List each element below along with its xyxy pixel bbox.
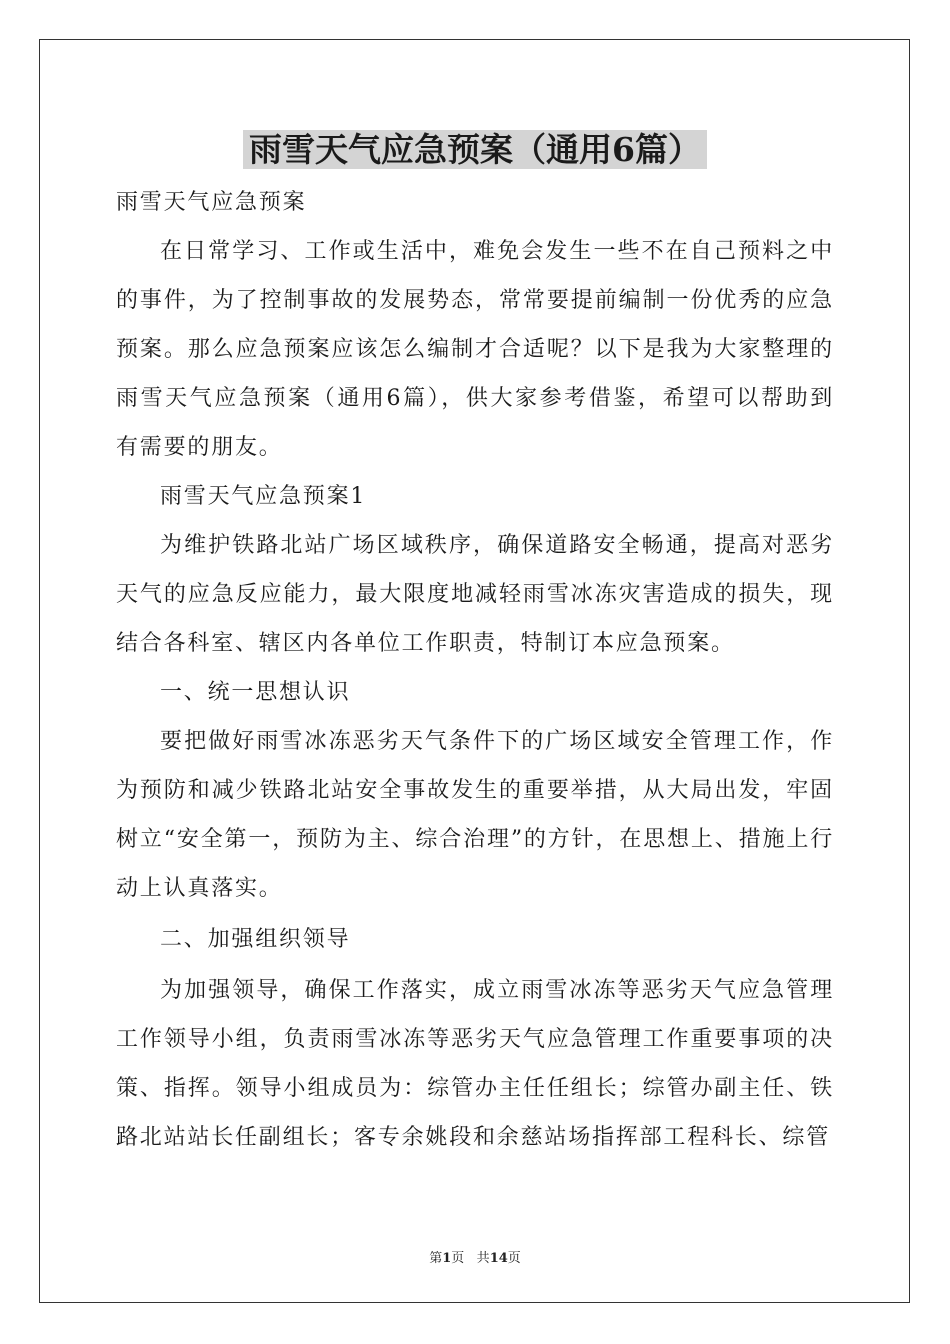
- document-body: [116, 178, 834, 1162]
- paragraph-section-1: 要把做好雨雪冰冻恶劣天气条件下的广场区域安全管理工作，作为预防和减少铁路北站安全事故发生的重要举措，从大局出发，牢固树立“安全第一，预防为主、综合治理”的方针，在思想上、措施上行动上认真落实。: [116, 729, 834, 901]
- page-footer: [0, 1247, 950, 1266]
- section-heading-plan-1: 雨雪天气应急预案1: [160, 484, 367, 509]
- document-title: [0, 128, 950, 172]
- paragraph-intro: 在日常学习、工作或生活中，难免会发生一些不在自己预料之中的事件，为了控制事故的发展势态，常常要提前编制一份优秀的应急预案。那么应急预案应该怎么编制才合适呢？以下是我为大家整理的雨雪天气应急预案（通用6篇），供大家参考借鉴，希望可以帮助到有需要的朋友。: [116, 239, 834, 460]
- paragraph-purpose: 为维护铁路北站广场区域秩序，确保道路安全畅通，提高对恶劣天气的应急反应能力，最大限度地减轻雨雪冰冻灾害造成的损失，现结合各科室、辖区内各单位工作职责，特制订本应急预案。: [116, 533, 834, 656]
- section-heading-2: 二、加强组织领导: [160, 927, 351, 952]
- footer-total-suffix: 页: [507, 1251, 521, 1266]
- section-heading-1: 一、统一思想认识: [160, 680, 351, 705]
- footer-page-number: 1: [442, 1251, 452, 1266]
- footer-page-suffix: 页: [451, 1251, 465, 1266]
- footer-total-pages: 14: [489, 1251, 508, 1266]
- footer-page-prefix: 第: [429, 1251, 443, 1266]
- footer-total-prefix: 共: [476, 1251, 490, 1266]
- document-title-text: 雨雪天气应急预案（通用6篇）: [243, 130, 707, 169]
- paragraph-subtitle: 雨雪天气应急预案: [116, 190, 307, 215]
- paragraph-section-2: 为加强领导，确保工作落实，成立雨雪冰冻等恶劣天气应急管理工作领导小组，负责雨雪冰冻等恶劣天气应急管理工作重要事项的决策、指挥。领导小组成员为：综管办主任任组长；综管办副主任、铁路北站站长任副组长；客专余姚段和余慈站场指挥部工程科长、综管: [116, 978, 834, 1150]
